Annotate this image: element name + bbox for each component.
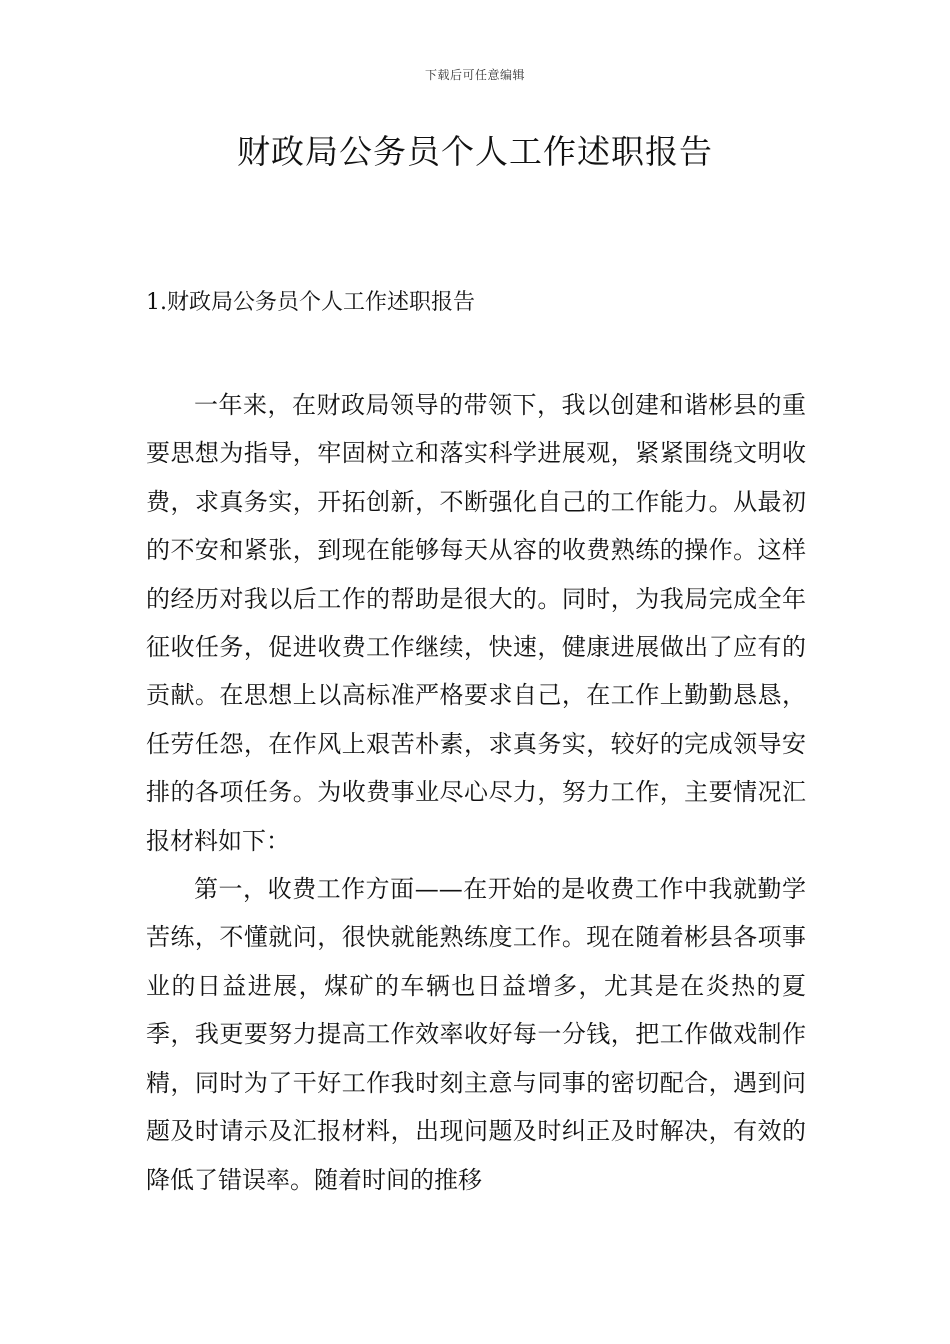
document-title: 财政局公务员个人工作述职报告 bbox=[237, 132, 713, 171]
body-paragraph: 一年来，在财政局领导的带领下，我以创建和谐彬县的重要思想为指导，牢固树立和落实科学进展观，紧紧围绕文明收费，求真务实，开拓创新，不断强化自己的工作能力。从最初的不安和紧张，到现在能够每天从容的收费熟练的操作。这样的经历对我以后工作的帮助是很大的。同时，为我局完成全年征收任务，促进收费工作继续，快速，健康进展做出了应有的贡献。在思想上以高标准严格要求自己，在工作上勤勤恳恳，任劳任怨，在作风上艰苦朴素，求真务实，较好的完成领导安排的各项任务。为收费事业尽心尽力，努力工作，主要情况汇报材料如下： bbox=[146, 391, 806, 855]
document-body bbox=[146, 381, 806, 1204]
section-heading: 1.财政局公务员个人工作述职报告 bbox=[146, 290, 475, 315]
body-paragraph: 第一，收费工作方面——在开始的是收费工作中我就勤学苦练，不懂就问，很快就能熟练度工作。现在随着彬县各项事业的日益进展，煤矿的车辆也日益增多，尤其是在炎热的夏季，我更要努力提高工作效率收好每一分钱，把工作做戏制作精，同时为了干好工作我时刻主意与同事的密切配合，遇到问题及时请示及汇报材料，出现问题及时纠正及时解决，有效的降低了错误率。随着时间的推移 bbox=[146, 875, 806, 1194]
header-note: 下载后可任意编辑 bbox=[424, 68, 525, 82]
